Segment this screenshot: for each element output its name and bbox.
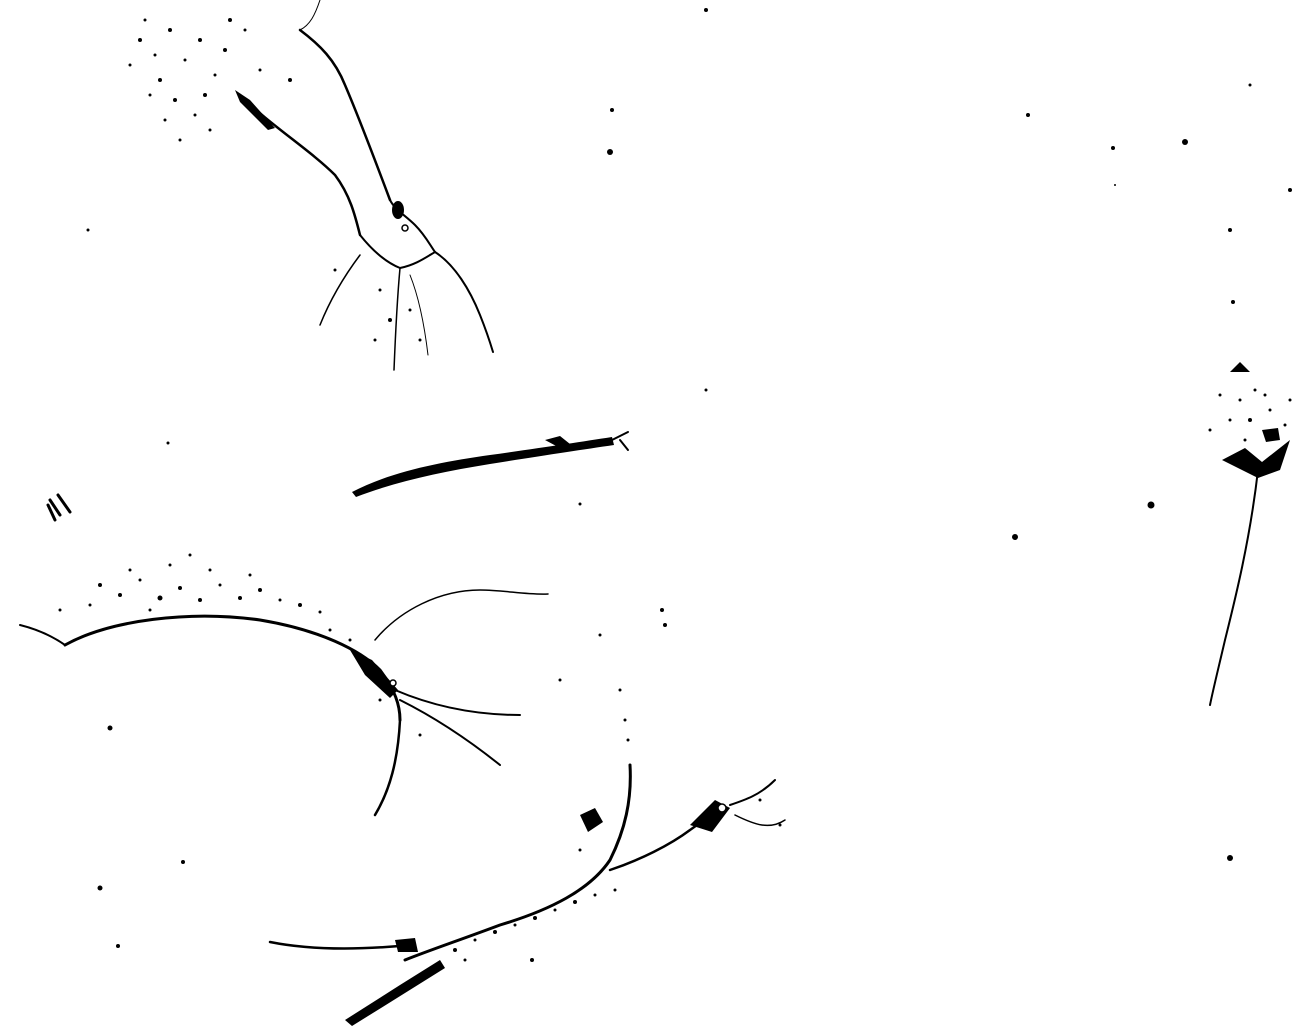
granular-halo-top-left xyxy=(129,18,422,342)
granular-band-left xyxy=(59,554,422,737)
debris-specks xyxy=(87,8,1293,962)
cell-right-thin xyxy=(1210,362,1290,705)
cell-rod-center xyxy=(352,432,628,497)
cell-top-left xyxy=(235,0,493,370)
granular-band-bottom xyxy=(439,634,782,967)
debris-marks-left xyxy=(48,495,70,520)
granular-halo-right xyxy=(1209,389,1292,442)
cell-bottom-center xyxy=(270,765,785,1026)
cell-curved-left xyxy=(20,590,548,815)
